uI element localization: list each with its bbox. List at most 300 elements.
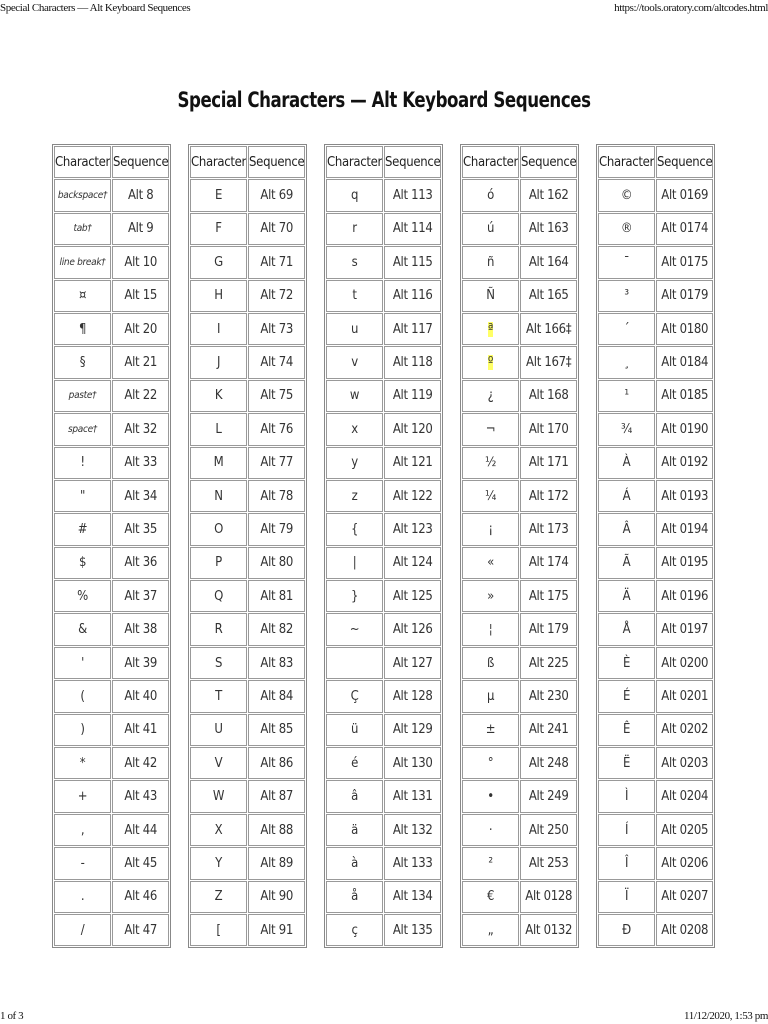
sequence-cell: Alt 0200 bbox=[656, 647, 713, 679]
table-row bbox=[190, 313, 305, 345]
sequence-cell: Alt 37 bbox=[112, 580, 169, 612]
sequence-cell: Alt 36 bbox=[112, 547, 169, 579]
sequence-cell: Alt 8 bbox=[112, 179, 169, 211]
table-row bbox=[598, 747, 713, 779]
character-cell: ° bbox=[462, 747, 519, 779]
sequence-cell: Alt 44 bbox=[112, 814, 169, 846]
print-footer-date: 11/12/2020, 1:53 pm bbox=[684, 1010, 768, 1022]
character-cell: y bbox=[326, 447, 383, 479]
character-cell: ¯ bbox=[598, 246, 655, 278]
sequence-cell: Alt 123 bbox=[384, 513, 441, 545]
table-row bbox=[190, 447, 305, 479]
sequence-cell: Alt 39 bbox=[112, 647, 169, 679]
sequence-cell: Alt 253 bbox=[520, 847, 577, 879]
character-cell: W bbox=[190, 780, 247, 812]
alt-code-table-1 bbox=[52, 144, 171, 948]
sequence-cell: Alt 40 bbox=[112, 680, 169, 712]
table-row bbox=[462, 547, 577, 579]
character-cell: ¼ bbox=[462, 480, 519, 512]
alt-code-table-4 bbox=[460, 144, 579, 948]
sequence-cell: Alt 10 bbox=[112, 246, 169, 278]
sequence-cell: Alt 0202 bbox=[656, 714, 713, 746]
character-cell: Ç bbox=[326, 680, 383, 712]
table-row bbox=[190, 580, 305, 612]
table-row bbox=[326, 447, 441, 479]
alt-code-table-3 bbox=[324, 144, 443, 948]
sequence-cell: Alt 120 bbox=[384, 413, 441, 445]
table-row bbox=[326, 613, 441, 645]
table-row bbox=[54, 246, 169, 278]
sequence-cell: Alt 15 bbox=[112, 280, 169, 312]
sequence-cell: Alt 81 bbox=[248, 580, 305, 612]
character-cell: " bbox=[54, 480, 111, 512]
sequence-cell: Alt 121 bbox=[384, 447, 441, 479]
character-cell: ( bbox=[54, 680, 111, 712]
character-cell: ¿ bbox=[462, 380, 519, 412]
sequence-cell: Alt 130 bbox=[384, 747, 441, 779]
sequence-cell: Alt 0196 bbox=[656, 580, 713, 612]
column-header-character: Character bbox=[598, 146, 655, 178]
table-row bbox=[54, 280, 169, 312]
table-row bbox=[326, 714, 441, 746]
sequence-cell: Alt 22 bbox=[112, 380, 169, 412]
table-row bbox=[326, 547, 441, 579]
sequence-cell: Alt 225 bbox=[520, 647, 577, 679]
table-row bbox=[54, 814, 169, 846]
character-cell: w bbox=[326, 380, 383, 412]
table-row bbox=[190, 847, 305, 879]
sequence-cell: Alt 113 bbox=[384, 179, 441, 211]
sequence-cell: Alt 9 bbox=[112, 213, 169, 245]
sequence-cell: Alt 249 bbox=[520, 780, 577, 812]
sequence-cell: Alt 21 bbox=[112, 346, 169, 378]
character-cell: P bbox=[190, 547, 247, 579]
sequence-cell: Alt 78 bbox=[248, 480, 305, 512]
sequence-cell: Alt 135 bbox=[384, 914, 441, 946]
table-row bbox=[462, 780, 577, 812]
sequence-cell: Alt 162 bbox=[520, 179, 577, 211]
character-cell: backspace† bbox=[54, 179, 111, 211]
table-row bbox=[326, 213, 441, 245]
table-row bbox=[54, 313, 169, 345]
character-cell: + bbox=[54, 780, 111, 812]
character-cell: G bbox=[190, 246, 247, 278]
character-cell: % bbox=[54, 580, 111, 612]
character-cell: ¸ bbox=[598, 346, 655, 378]
table-row bbox=[190, 647, 305, 679]
character-cell: Â bbox=[598, 513, 655, 545]
character-cell: é bbox=[326, 747, 383, 779]
table-row bbox=[462, 881, 577, 913]
table-row bbox=[462, 246, 577, 278]
table-row bbox=[54, 714, 169, 746]
table-row bbox=[190, 881, 305, 913]
sequence-cell: Alt 35 bbox=[112, 513, 169, 545]
character-cell: v bbox=[326, 346, 383, 378]
column-header-sequence: Sequence bbox=[656, 146, 713, 178]
sequence-cell: Alt 76 bbox=[248, 413, 305, 445]
sequence-cell: Alt 79 bbox=[248, 513, 305, 545]
character-cell: $ bbox=[54, 547, 111, 579]
table-row bbox=[462, 613, 577, 645]
sequence-cell: Alt 41 bbox=[112, 714, 169, 746]
table-row bbox=[54, 213, 169, 245]
alt-code-table-2 bbox=[188, 144, 307, 948]
table-row bbox=[326, 580, 441, 612]
print-header-url[interactable]: https://tools.oratory.com/altcodes.html bbox=[614, 2, 768, 14]
table-row bbox=[326, 480, 441, 512]
table-row bbox=[326, 313, 441, 345]
character-cell: ¦ bbox=[462, 613, 519, 645]
sequence-cell: Alt 77 bbox=[248, 447, 305, 479]
character-cell: & bbox=[54, 613, 111, 645]
table-row bbox=[190, 780, 305, 812]
sequence-cell: Alt 32 bbox=[112, 413, 169, 445]
sequence-cell: Alt 34 bbox=[112, 480, 169, 512]
table-row bbox=[54, 413, 169, 445]
table-row bbox=[54, 647, 169, 679]
character-cell: * bbox=[54, 747, 111, 779]
sequence-cell: Alt 248 bbox=[520, 747, 577, 779]
sequence-cell: Alt 230 bbox=[520, 680, 577, 712]
character-cell: Î bbox=[598, 847, 655, 879]
character-cell: Ã bbox=[598, 547, 655, 579]
table-row bbox=[598, 480, 713, 512]
character-cell: Ì bbox=[598, 780, 655, 812]
character-cell: ! bbox=[54, 447, 111, 479]
table-row bbox=[598, 780, 713, 812]
character-cell: ó bbox=[462, 179, 519, 211]
table-row bbox=[54, 547, 169, 579]
sequence-cell: Alt 46 bbox=[112, 881, 169, 913]
table-row bbox=[462, 814, 577, 846]
character-cell: X bbox=[190, 814, 247, 846]
sequence-cell: Alt 0184 bbox=[656, 346, 713, 378]
character-cell: Q bbox=[190, 580, 247, 612]
table-row bbox=[598, 847, 713, 879]
table-row bbox=[326, 680, 441, 712]
sequence-cell: Alt 38 bbox=[112, 613, 169, 645]
sequence-cell: Alt 0192 bbox=[656, 447, 713, 479]
character-cell: ~ bbox=[326, 613, 383, 645]
table-row bbox=[462, 647, 577, 679]
sequence-cell: Alt 88 bbox=[248, 814, 305, 846]
table-row bbox=[326, 513, 441, 545]
character-cell: T bbox=[190, 680, 247, 712]
sequence-cell: Alt 0174 bbox=[656, 213, 713, 245]
character-cell: ´ bbox=[598, 313, 655, 345]
sequence-cell: Alt 126 bbox=[384, 613, 441, 645]
character-cell: - bbox=[54, 847, 111, 879]
table-row bbox=[462, 847, 577, 879]
table-row bbox=[326, 914, 441, 946]
table-row bbox=[598, 613, 713, 645]
sequence-cell: Alt 87 bbox=[248, 780, 305, 812]
sequence-cell: Alt 168 bbox=[520, 380, 577, 412]
character-cell: ¡ bbox=[462, 513, 519, 545]
table-row bbox=[462, 179, 577, 211]
table-row bbox=[54, 480, 169, 512]
character-cell: ½ bbox=[462, 447, 519, 479]
sequence-cell: Alt 128 bbox=[384, 680, 441, 712]
character-cell: ¹ bbox=[598, 380, 655, 412]
character-cell: | bbox=[326, 547, 383, 579]
character-cell: / bbox=[54, 914, 111, 946]
table-row bbox=[598, 213, 713, 245]
character-cell: É bbox=[598, 680, 655, 712]
table-row bbox=[190, 914, 305, 946]
table-row bbox=[598, 680, 713, 712]
column-header-character: Character bbox=[190, 146, 247, 178]
character-cell: â bbox=[326, 780, 383, 812]
character-cell: · bbox=[462, 814, 519, 846]
table-row bbox=[326, 881, 441, 913]
character-cell: Z bbox=[190, 881, 247, 913]
table-row bbox=[54, 847, 169, 879]
table-row bbox=[190, 680, 305, 712]
sequence-cell: Alt 117 bbox=[384, 313, 441, 345]
table-row bbox=[598, 246, 713, 278]
character-cell: r bbox=[326, 213, 383, 245]
character-cell: I bbox=[190, 313, 247, 345]
highlighted-character: ª bbox=[487, 321, 494, 337]
column-header-character: Character bbox=[54, 146, 111, 178]
sequence-cell: Alt 179 bbox=[520, 613, 577, 645]
table-row bbox=[190, 280, 305, 312]
alt-code-table-5 bbox=[596, 144, 715, 948]
table-row bbox=[462, 413, 577, 445]
table-row bbox=[326, 747, 441, 779]
character-cell: paste† bbox=[54, 380, 111, 412]
character-cell: ¤ bbox=[54, 280, 111, 312]
character-cell: « bbox=[462, 547, 519, 579]
table-row bbox=[598, 647, 713, 679]
table-row bbox=[598, 179, 713, 211]
sequence-cell: Alt 20 bbox=[112, 313, 169, 345]
table-row bbox=[326, 780, 441, 812]
character-cell: Ð bbox=[598, 914, 655, 946]
sequence-cell: Alt 71 bbox=[248, 246, 305, 278]
sequence-cell: Alt 115 bbox=[384, 246, 441, 278]
sequence-cell: Alt 171 bbox=[520, 447, 577, 479]
character-cell: ¾ bbox=[598, 413, 655, 445]
sequence-cell: Alt 0201 bbox=[656, 680, 713, 712]
sequence-cell: Alt 124 bbox=[384, 547, 441, 579]
character-cell bbox=[462, 346, 519, 378]
sequence-cell: Alt 0195 bbox=[656, 547, 713, 579]
character-cell: V bbox=[190, 747, 247, 779]
character-cell: „ bbox=[462, 914, 519, 946]
sequence-cell: Alt 114 bbox=[384, 213, 441, 245]
sequence-cell: Alt 170 bbox=[520, 413, 577, 445]
character-cell: tab† bbox=[54, 213, 111, 245]
table-row bbox=[54, 680, 169, 712]
character-cell: ñ bbox=[462, 246, 519, 278]
table-row bbox=[462, 313, 577, 345]
character-cell: Ä bbox=[598, 580, 655, 612]
table-row bbox=[54, 447, 169, 479]
character-cell: . bbox=[54, 881, 111, 913]
table-row bbox=[326, 413, 441, 445]
character-cell: Á bbox=[598, 480, 655, 512]
sequence-cell: Alt 175 bbox=[520, 580, 577, 612]
sequence-cell: Alt 118 bbox=[384, 346, 441, 378]
sequence-cell: Alt 0190 bbox=[656, 413, 713, 445]
sequence-cell: Alt 72 bbox=[248, 280, 305, 312]
sequence-cell: Alt 45 bbox=[112, 847, 169, 879]
sequence-cell: Alt 0197 bbox=[656, 613, 713, 645]
table-row bbox=[598, 413, 713, 445]
table-row bbox=[326, 179, 441, 211]
table-row bbox=[190, 213, 305, 245]
table-row bbox=[598, 881, 713, 913]
table-row bbox=[190, 346, 305, 378]
character-cell: E bbox=[190, 179, 247, 211]
sequence-cell: Alt 0208 bbox=[656, 914, 713, 946]
character-cell: ) bbox=[54, 714, 111, 746]
table-row bbox=[326, 814, 441, 846]
character-cell: q bbox=[326, 179, 383, 211]
character-cell: ú bbox=[462, 213, 519, 245]
sequence-cell: Alt 0205 bbox=[656, 814, 713, 846]
character-cell: O bbox=[190, 513, 247, 545]
sequence-cell: Alt 0185 bbox=[656, 380, 713, 412]
sequence-cell: Alt 0203 bbox=[656, 747, 713, 779]
sequence-cell: Alt 69 bbox=[248, 179, 305, 211]
sequence-cell: Alt 47 bbox=[112, 914, 169, 946]
table-row bbox=[598, 914, 713, 946]
character-cell: U bbox=[190, 714, 247, 746]
table-row bbox=[598, 280, 713, 312]
sequence-cell: Alt 173 bbox=[520, 513, 577, 545]
sequence-cell: Alt 165 bbox=[520, 280, 577, 312]
table-row bbox=[190, 246, 305, 278]
table-row bbox=[598, 714, 713, 746]
table-row bbox=[190, 814, 305, 846]
sequence-cell: Alt 241 bbox=[520, 714, 577, 746]
character-cell: ® bbox=[598, 213, 655, 245]
character-cell: à bbox=[326, 847, 383, 879]
table-row bbox=[462, 447, 577, 479]
table-row bbox=[326, 346, 441, 378]
character-cell: N bbox=[190, 480, 247, 512]
table-row bbox=[54, 881, 169, 913]
table-row bbox=[598, 580, 713, 612]
sequence-cell: Alt 0180 bbox=[656, 313, 713, 345]
sequence-cell: Alt 0206 bbox=[656, 847, 713, 879]
table-row bbox=[190, 480, 305, 512]
table-row bbox=[462, 747, 577, 779]
table-row bbox=[598, 513, 713, 545]
sequence-cell: Alt 0179 bbox=[656, 280, 713, 312]
character-cell: Ê bbox=[598, 714, 655, 746]
character-cell: ³ bbox=[598, 280, 655, 312]
sequence-cell: Alt 125 bbox=[384, 580, 441, 612]
table-row bbox=[54, 346, 169, 378]
character-cell: { bbox=[326, 513, 383, 545]
sequence-cell: Alt 166‡ bbox=[520, 313, 577, 345]
table-row bbox=[190, 513, 305, 545]
table-row bbox=[190, 547, 305, 579]
character-cell: space† bbox=[54, 413, 111, 445]
table-row bbox=[598, 346, 713, 378]
sequence-cell: Alt 116 bbox=[384, 280, 441, 312]
table-row bbox=[462, 213, 577, 245]
character-cell: z bbox=[326, 480, 383, 512]
sequence-cell: Alt 75 bbox=[248, 380, 305, 412]
sequence-cell: Alt 134 bbox=[384, 881, 441, 913]
character-cell: Å bbox=[598, 613, 655, 645]
sequence-cell: Alt 43 bbox=[112, 780, 169, 812]
table-row bbox=[598, 380, 713, 412]
character-cell: µ bbox=[462, 680, 519, 712]
sequence-cell: Alt 86 bbox=[248, 747, 305, 779]
character-cell: ç bbox=[326, 914, 383, 946]
character-cell: Ñ bbox=[462, 280, 519, 312]
table-row bbox=[190, 747, 305, 779]
table-row bbox=[54, 179, 169, 211]
character-cell: R bbox=[190, 613, 247, 645]
character-cell: Y bbox=[190, 847, 247, 879]
character-cell: » bbox=[462, 580, 519, 612]
table-row bbox=[462, 513, 577, 545]
table-row bbox=[54, 513, 169, 545]
character-cell: Ë bbox=[598, 747, 655, 779]
sequence-cell: Alt 74 bbox=[248, 346, 305, 378]
character-cell: ü bbox=[326, 714, 383, 746]
sequence-cell: Alt 0175 bbox=[656, 246, 713, 278]
sequence-cell: Alt 132 bbox=[384, 814, 441, 846]
table-row bbox=[462, 380, 577, 412]
sequence-cell: Alt 0169 bbox=[656, 179, 713, 211]
sequence-cell: Alt 82 bbox=[248, 613, 305, 645]
character-cell: # bbox=[54, 513, 111, 545]
character-cell: } bbox=[326, 580, 383, 612]
table-row bbox=[54, 580, 169, 612]
table-row bbox=[462, 714, 577, 746]
character-cell: ± bbox=[462, 714, 519, 746]
character-cell: ¶ bbox=[54, 313, 111, 345]
sequence-cell: Alt 119 bbox=[384, 380, 441, 412]
table-row bbox=[326, 280, 441, 312]
character-cell: M bbox=[190, 447, 247, 479]
table-row bbox=[462, 914, 577, 946]
sequence-cell: Alt 129 bbox=[384, 714, 441, 746]
sequence-cell: Alt 91 bbox=[248, 914, 305, 946]
character-cell: s bbox=[326, 246, 383, 278]
sequence-cell: Alt 0193 bbox=[656, 480, 713, 512]
table-row bbox=[190, 413, 305, 445]
sequence-cell: Alt 73 bbox=[248, 313, 305, 345]
table-row bbox=[190, 179, 305, 211]
table-row bbox=[326, 380, 441, 412]
character-cell: È bbox=[598, 647, 655, 679]
character-cell: [ bbox=[190, 914, 247, 946]
sequence-cell: Alt 0204 bbox=[656, 780, 713, 812]
table-row bbox=[326, 647, 441, 679]
sequence-cell: Alt 174 bbox=[520, 547, 577, 579]
table-row bbox=[54, 914, 169, 946]
character-cell: L bbox=[190, 413, 247, 445]
table-row bbox=[54, 613, 169, 645]
character-cell bbox=[462, 313, 519, 345]
sequence-cell: Alt 167‡ bbox=[520, 346, 577, 378]
table-row bbox=[462, 480, 577, 512]
print-header-title: Special Characters — Alt Keyboard Sequences bbox=[0, 2, 191, 14]
table-row bbox=[462, 580, 577, 612]
table-row bbox=[462, 346, 577, 378]
table-row bbox=[598, 313, 713, 345]
